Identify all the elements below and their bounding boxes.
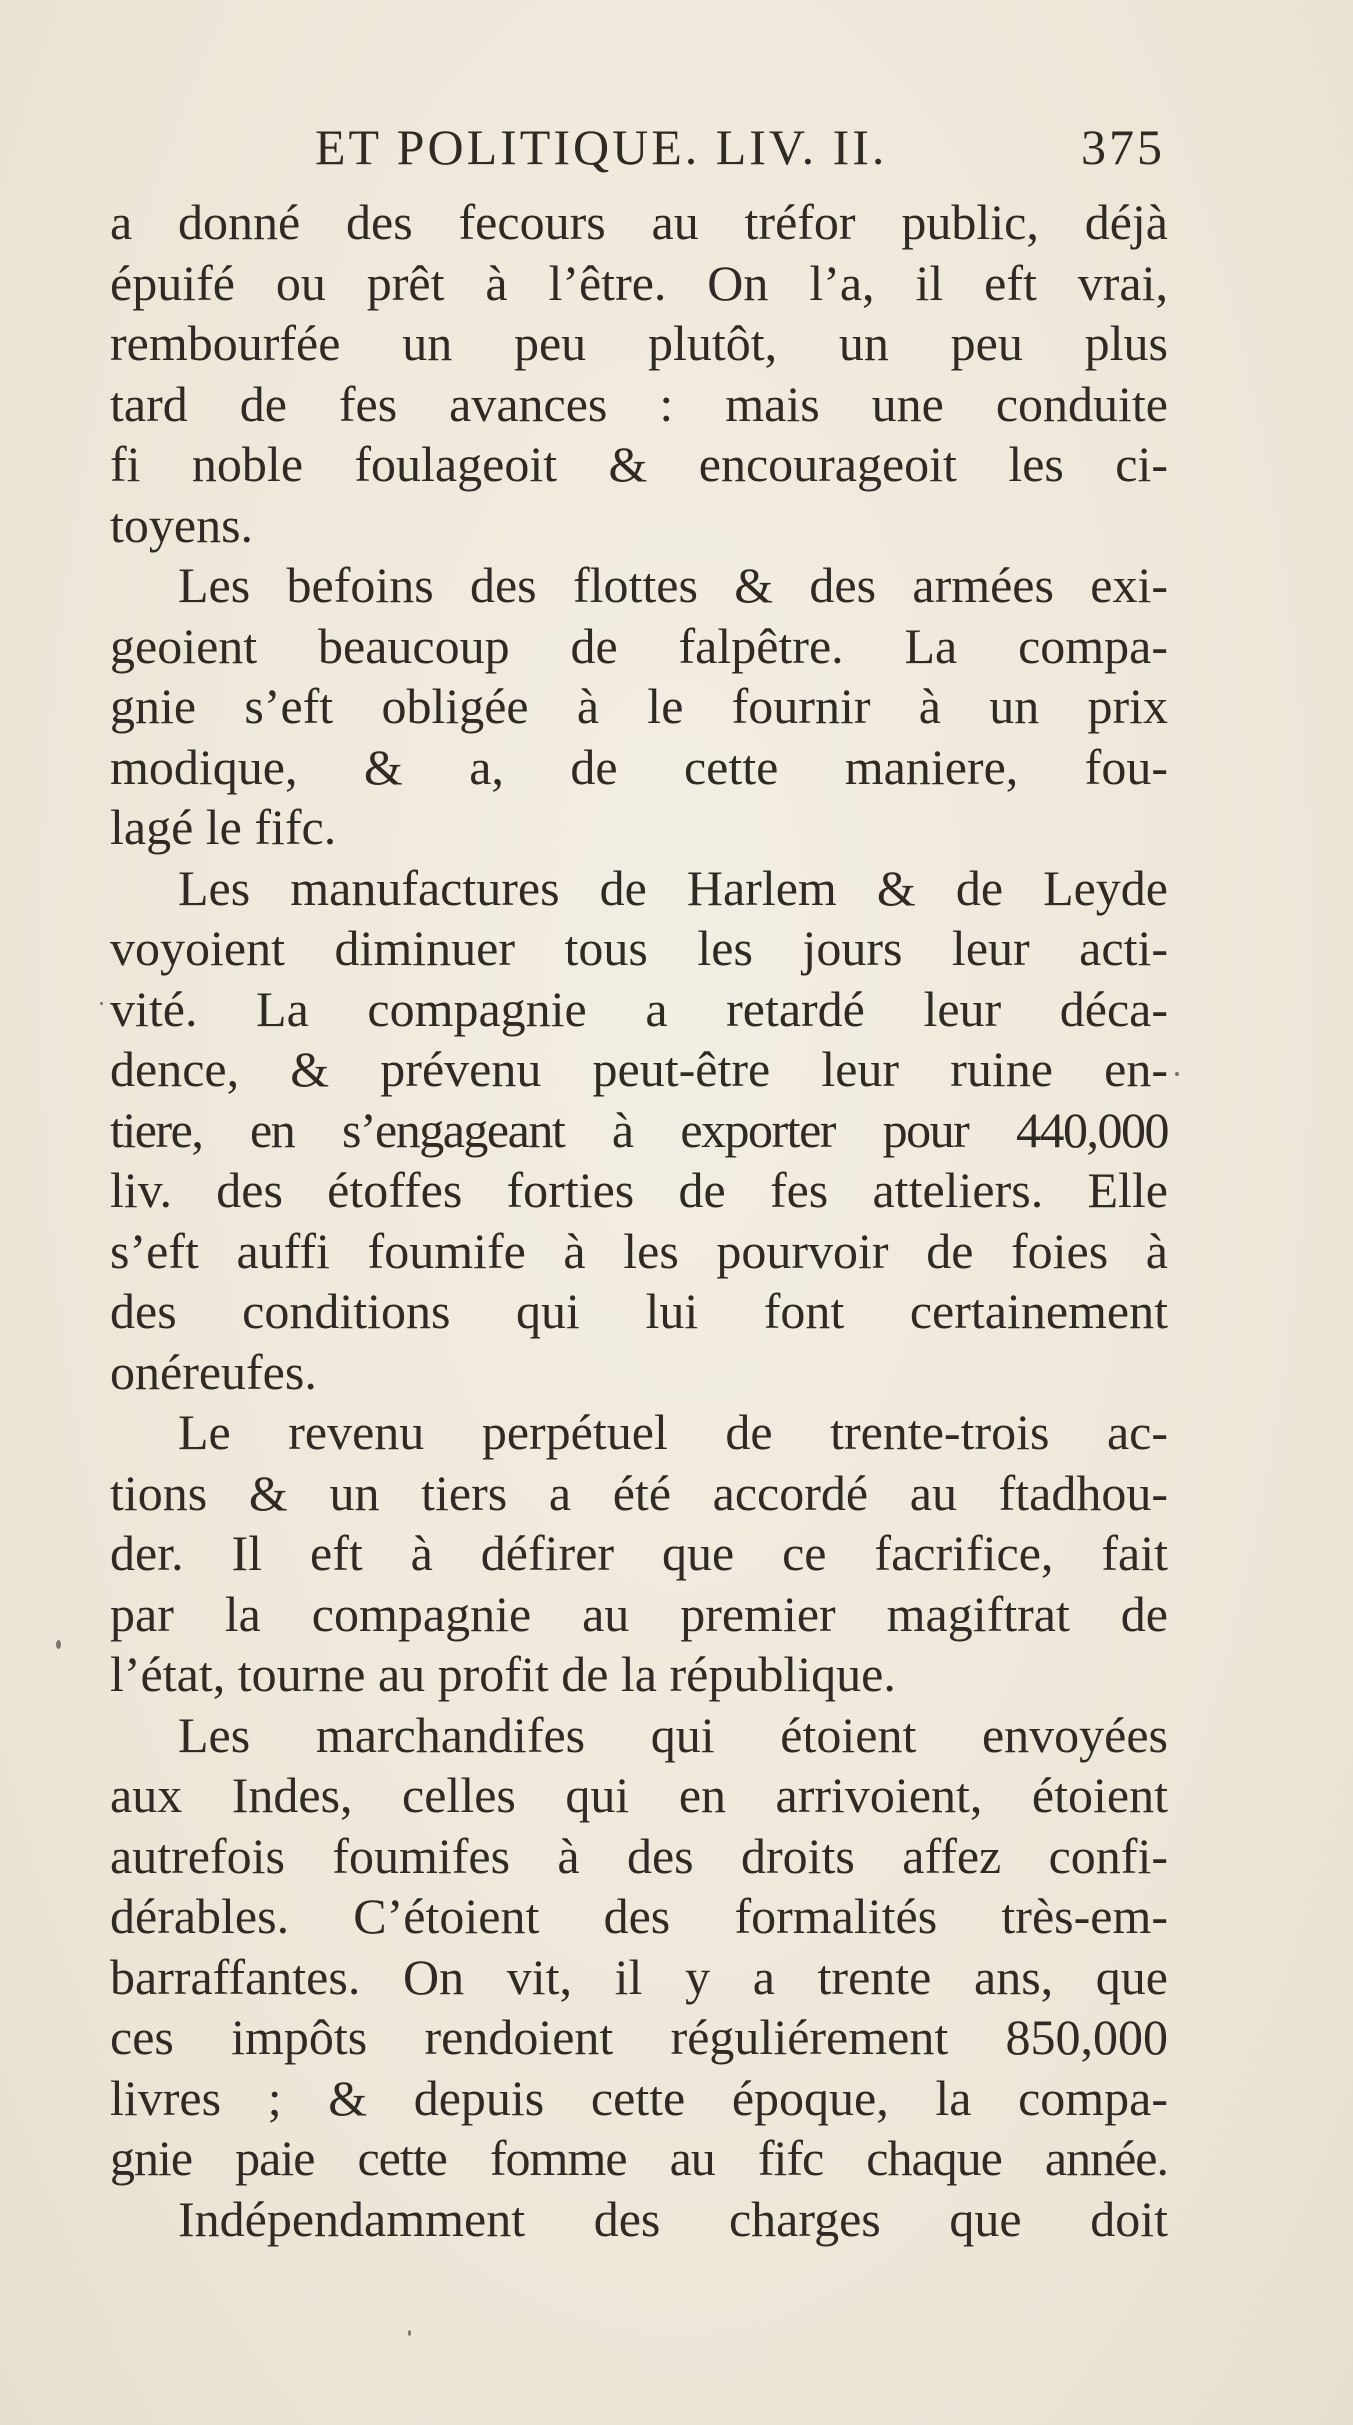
text-line: autrefois foumifes à des droits affez confi- — [110, 1827, 1168, 1884]
text-line: onéreufes. — [110, 1343, 317, 1400]
text-line: tiere, en s’engageant à exporter pour 440,000 — [110, 1101, 1168, 1158]
text-line: a donné des fecours au tréfor public, déjà — [110, 194, 1168, 250]
text-line: Le revenu perpétuel de trente-trois ac- — [178, 1404, 1168, 1460]
text-line: liv. des étoffes forties de fes atteliers. Elle — [110, 1162, 1168, 1218]
text-line: der. Il eft à défirer que ce facrifice, fait — [110, 1525, 1168, 1581]
text-line: des conditions qui lui font certainement — [110, 1283, 1168, 1339]
text-line: gnie paie cette fomme au fifc chaque année. — [110, 2130, 1168, 2186]
text-line: rembourfée un peu plutôt, un peu plus — [110, 315, 1168, 371]
running-title: ET POLITIQUE. LIV. II. — [315, 119, 888, 175]
text-line: ces impôts rendoient réguliérement 850,000 — [110, 2009, 1168, 2065]
text-line: barraffantes. On vit, il y a trente ans, que — [110, 1948, 1168, 2005]
body-text — [110, 192, 1168, 2249]
text-line: dérables. C’étoient des formalités très-em- — [110, 1888, 1168, 1944]
text-line: aux Indes, celles qui en arrivoient, étoient — [110, 1767, 1168, 1823]
text-line: voyoient diminuer tous les jours leur acti- — [110, 920, 1168, 976]
paper-speck — [56, 1640, 61, 1649]
text-line: geoient beaucoup de falpêtre. La compa- — [110, 617, 1168, 674]
text-line: lagé le fifc. — [110, 799, 337, 855]
paper-speck — [1175, 1072, 1179, 1076]
text-line: toyens. — [110, 496, 254, 553]
text-line: tions & un tiers a été accordé au ftadhou- — [110, 1464, 1168, 1521]
text-line: Les marchandifes qui étoient envoyées — [178, 1706, 1168, 1763]
page-number: 375 — [1081, 119, 1165, 175]
text-line: l’état, tourne au profit de la république. — [110, 1646, 896, 1702]
text-line: modique, & a, de cette maniere, fou- — [110, 738, 1168, 795]
text-line: dence, & prévenu peut-être leur ruine en- — [110, 1041, 1168, 1097]
text-line: vité. La compagnie a retardé leur déca- — [110, 980, 1168, 1037]
text-line: tard de fes avances : mais une conduite — [110, 375, 1168, 432]
text-line: fi noble foulageoit & encourageoit les ci- — [110, 436, 1168, 492]
page-header — [315, 112, 1165, 182]
text-line: Les befoins des flottes & des armées exi- — [178, 557, 1168, 613]
text-line: livres ; & depuis cette époque, la compa- — [110, 2069, 1168, 2126]
text-line: par la compagnie au premier magiftrat de — [110, 1585, 1168, 1642]
text-line: gnie s’eft obligée à le fournir à un prix — [110, 678, 1168, 734]
paper-speck — [100, 1002, 103, 1005]
text-line: s’eft auffi foumife à les pourvoir de foies à — [110, 1222, 1168, 1279]
text-line: épuifé ou prêt à l’être. On l’a, il eft vrai, — [110, 254, 1168, 311]
text-line: Indépendamment des charges que doit — [178, 2190, 1168, 2247]
text-line: Les manufactures de Harlem & de Leyde — [178, 859, 1168, 916]
paper-speck — [408, 2330, 411, 2336]
